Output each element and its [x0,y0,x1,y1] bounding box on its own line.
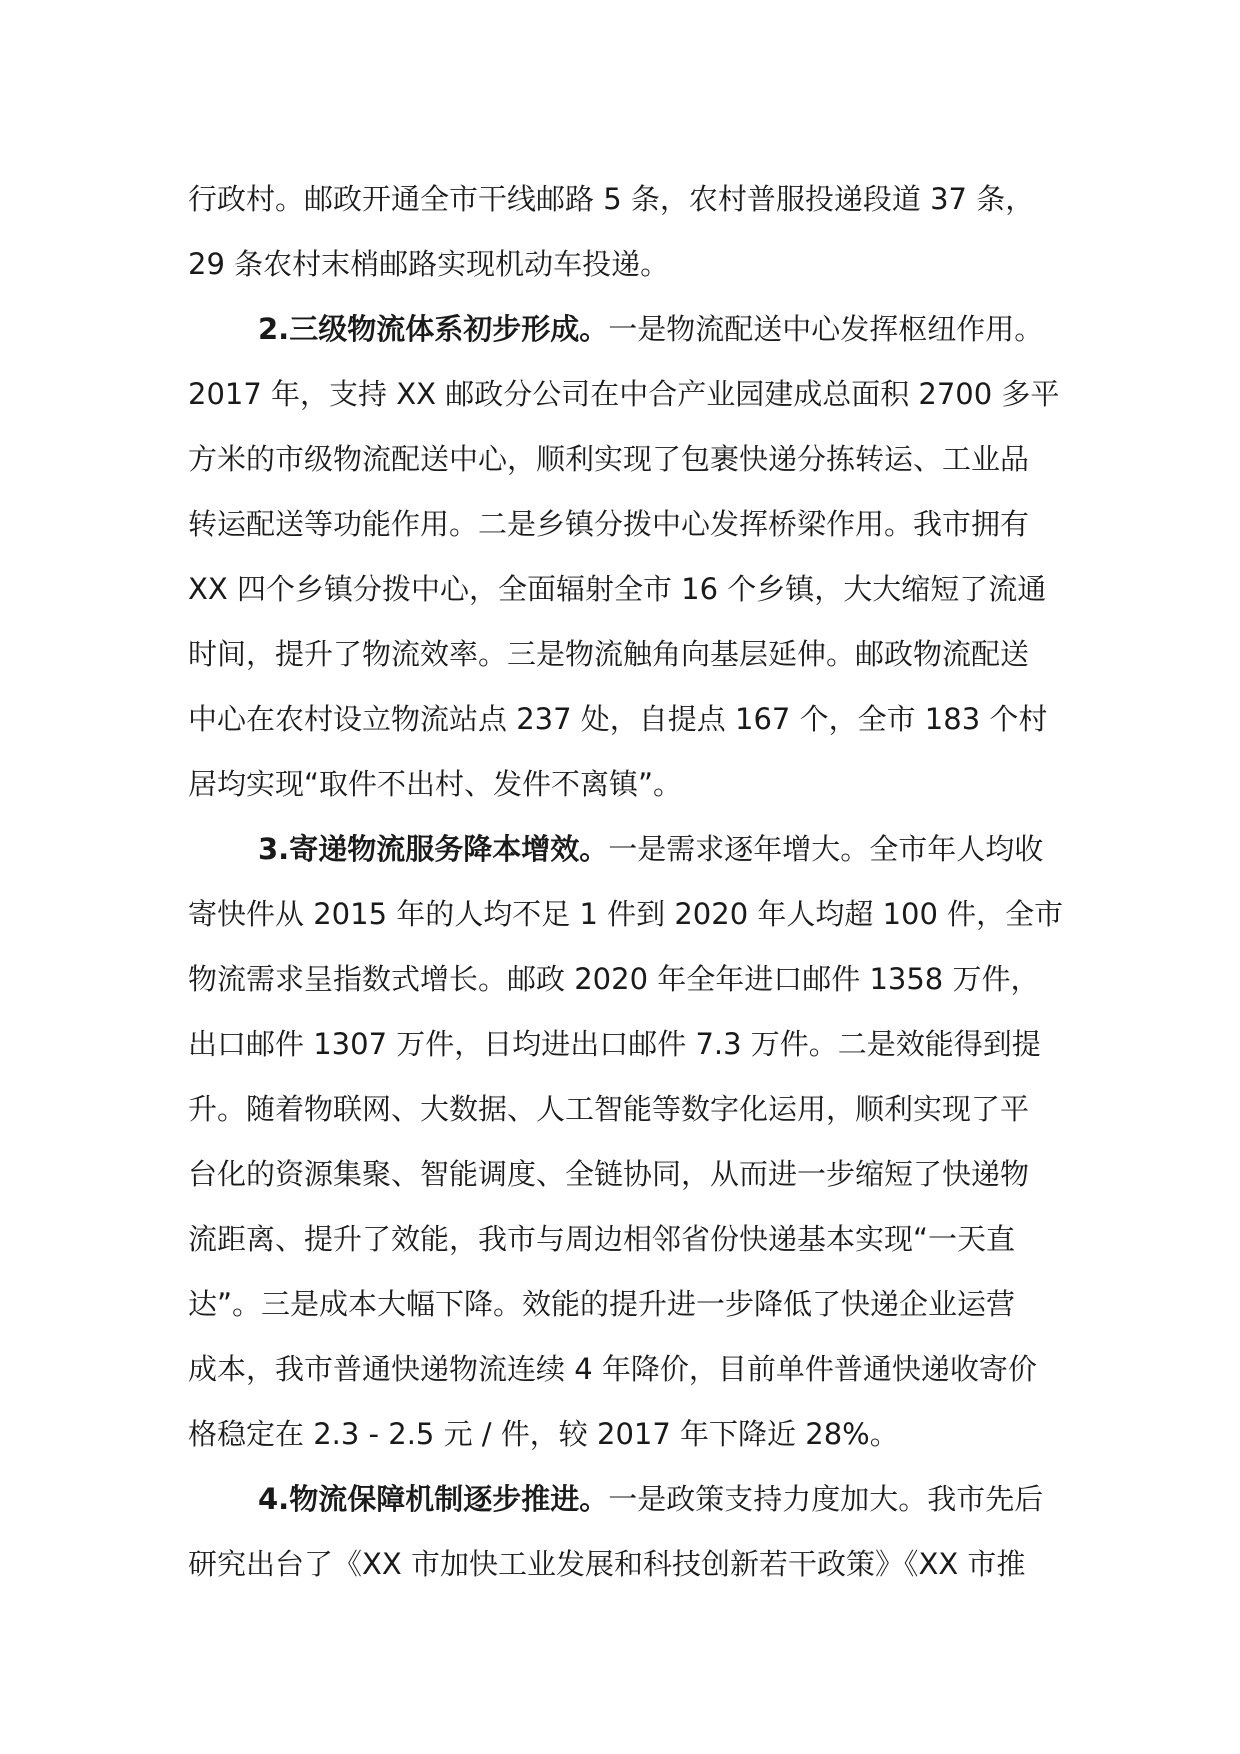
line-text: 格稳定在 2.3 - 2.5 元 / 件，较 2017 年下降近 28%。 [188,1417,899,1451]
text-line [188,427,1068,492]
section-heading: 3.寄递物流服务降本增效。 [258,832,609,866]
text-line [188,362,1068,427]
text-line [188,687,1068,752]
line-text: 一是政策支持力度加大。我市先后 [608,1482,1044,1516]
line-text: 中心在农村设立物流站点 237 处，自提点 167 个，全市 183 个村 [188,702,1048,736]
line-text: 台化的资源集聚、智能调度、全链协同，从而进一步缩短了快递物 [188,1157,1030,1191]
line-text: 居均实现“取件不出村、发件不离镇”。 [188,767,683,801]
text-line [188,1142,1068,1207]
text-line [188,1532,1068,1597]
body-text [188,167,1068,1597]
text-line [188,1207,1068,1272]
line-text: 一是需求逐年增大。全市年人均收 [608,832,1044,866]
line-text: 寄快件从 2015 年的人均不足 1 件到 2020 年人均超 100 件，全市 [188,897,1064,931]
line-text: 物流需求呈指数式增长。邮政 2020 年全年进口邮件 1358 万件， [188,962,1040,996]
line-text: 29 条农村末梢邮路实现机动车投递。 [188,247,670,281]
line-text: 流距离、提升了效能，我市与周边相邻省份快递基本实现“一天直 [188,1222,1016,1256]
line-text: XX 四个乡镇分拨中心，全面辐射全市 16 个乡镇，大大缩短了流通 [188,572,1047,606]
section-heading: 4.物流保障机制逐步推进。 [258,1482,609,1516]
text-line [188,882,1068,947]
paragraph-heading-line [188,1467,1068,1532]
line-text: 研究出台了《XX 市加快工业发展和科技创新若干政策》《XX 市推 [188,1547,1026,1581]
line-text: 达”。三是成本大幅下降。效能的提升进一步降低了快递企业运营 [188,1287,1016,1321]
section-heading: 2.三级物流体系初步形成。 [258,312,609,346]
line-text: 成本，我市普通快递物流连续 4 年降价，目前单件普通快递收寄价 [188,1352,1037,1386]
text-line [188,492,1068,557]
line-text: 行政村。邮政开通全市干线邮路 5 条，农村普服投递段道 37 条， [188,182,1035,216]
line-text: 升。随着物联网、大数据、人工智能等数字化运用，顺利实现了平 [188,1092,1030,1126]
line-text: 方米的市级物流配送中心，顺利实现了包裹快递分拣转运、工业品 [188,442,1030,476]
line-text: 出口邮件 1307 万件，日均进出口邮件 7.3 万件。二是效能得到提 [188,1027,1041,1061]
line-text: 转运配送等功能作用。二是乡镇分拨中心发挥桥梁作用。我市拥有 [188,507,1030,541]
text-line [188,1077,1068,1142]
text-line [188,1012,1068,1077]
text-line [188,622,1068,687]
paragraph-heading-line [188,817,1068,882]
text-line [188,167,1068,232]
text-line [188,1272,1068,1337]
text-line [188,1337,1068,1402]
text-line [188,557,1068,622]
text-line [188,752,1068,817]
line-text: 时间，提升了物流效率。三是物流触角向基层延伸。邮政物流配送 [188,637,1030,671]
line-text: 一是物流配送中心发挥枢纽作用。 [608,312,1044,346]
text-line [188,947,1068,1012]
line-text: 2017 年，支持 XX 邮政分公司在中合产业园建成总面积 2700 多平 [188,377,1060,411]
text-line [188,232,1068,297]
paragraph-heading-line [188,297,1068,362]
text-line [188,1402,1068,1467]
